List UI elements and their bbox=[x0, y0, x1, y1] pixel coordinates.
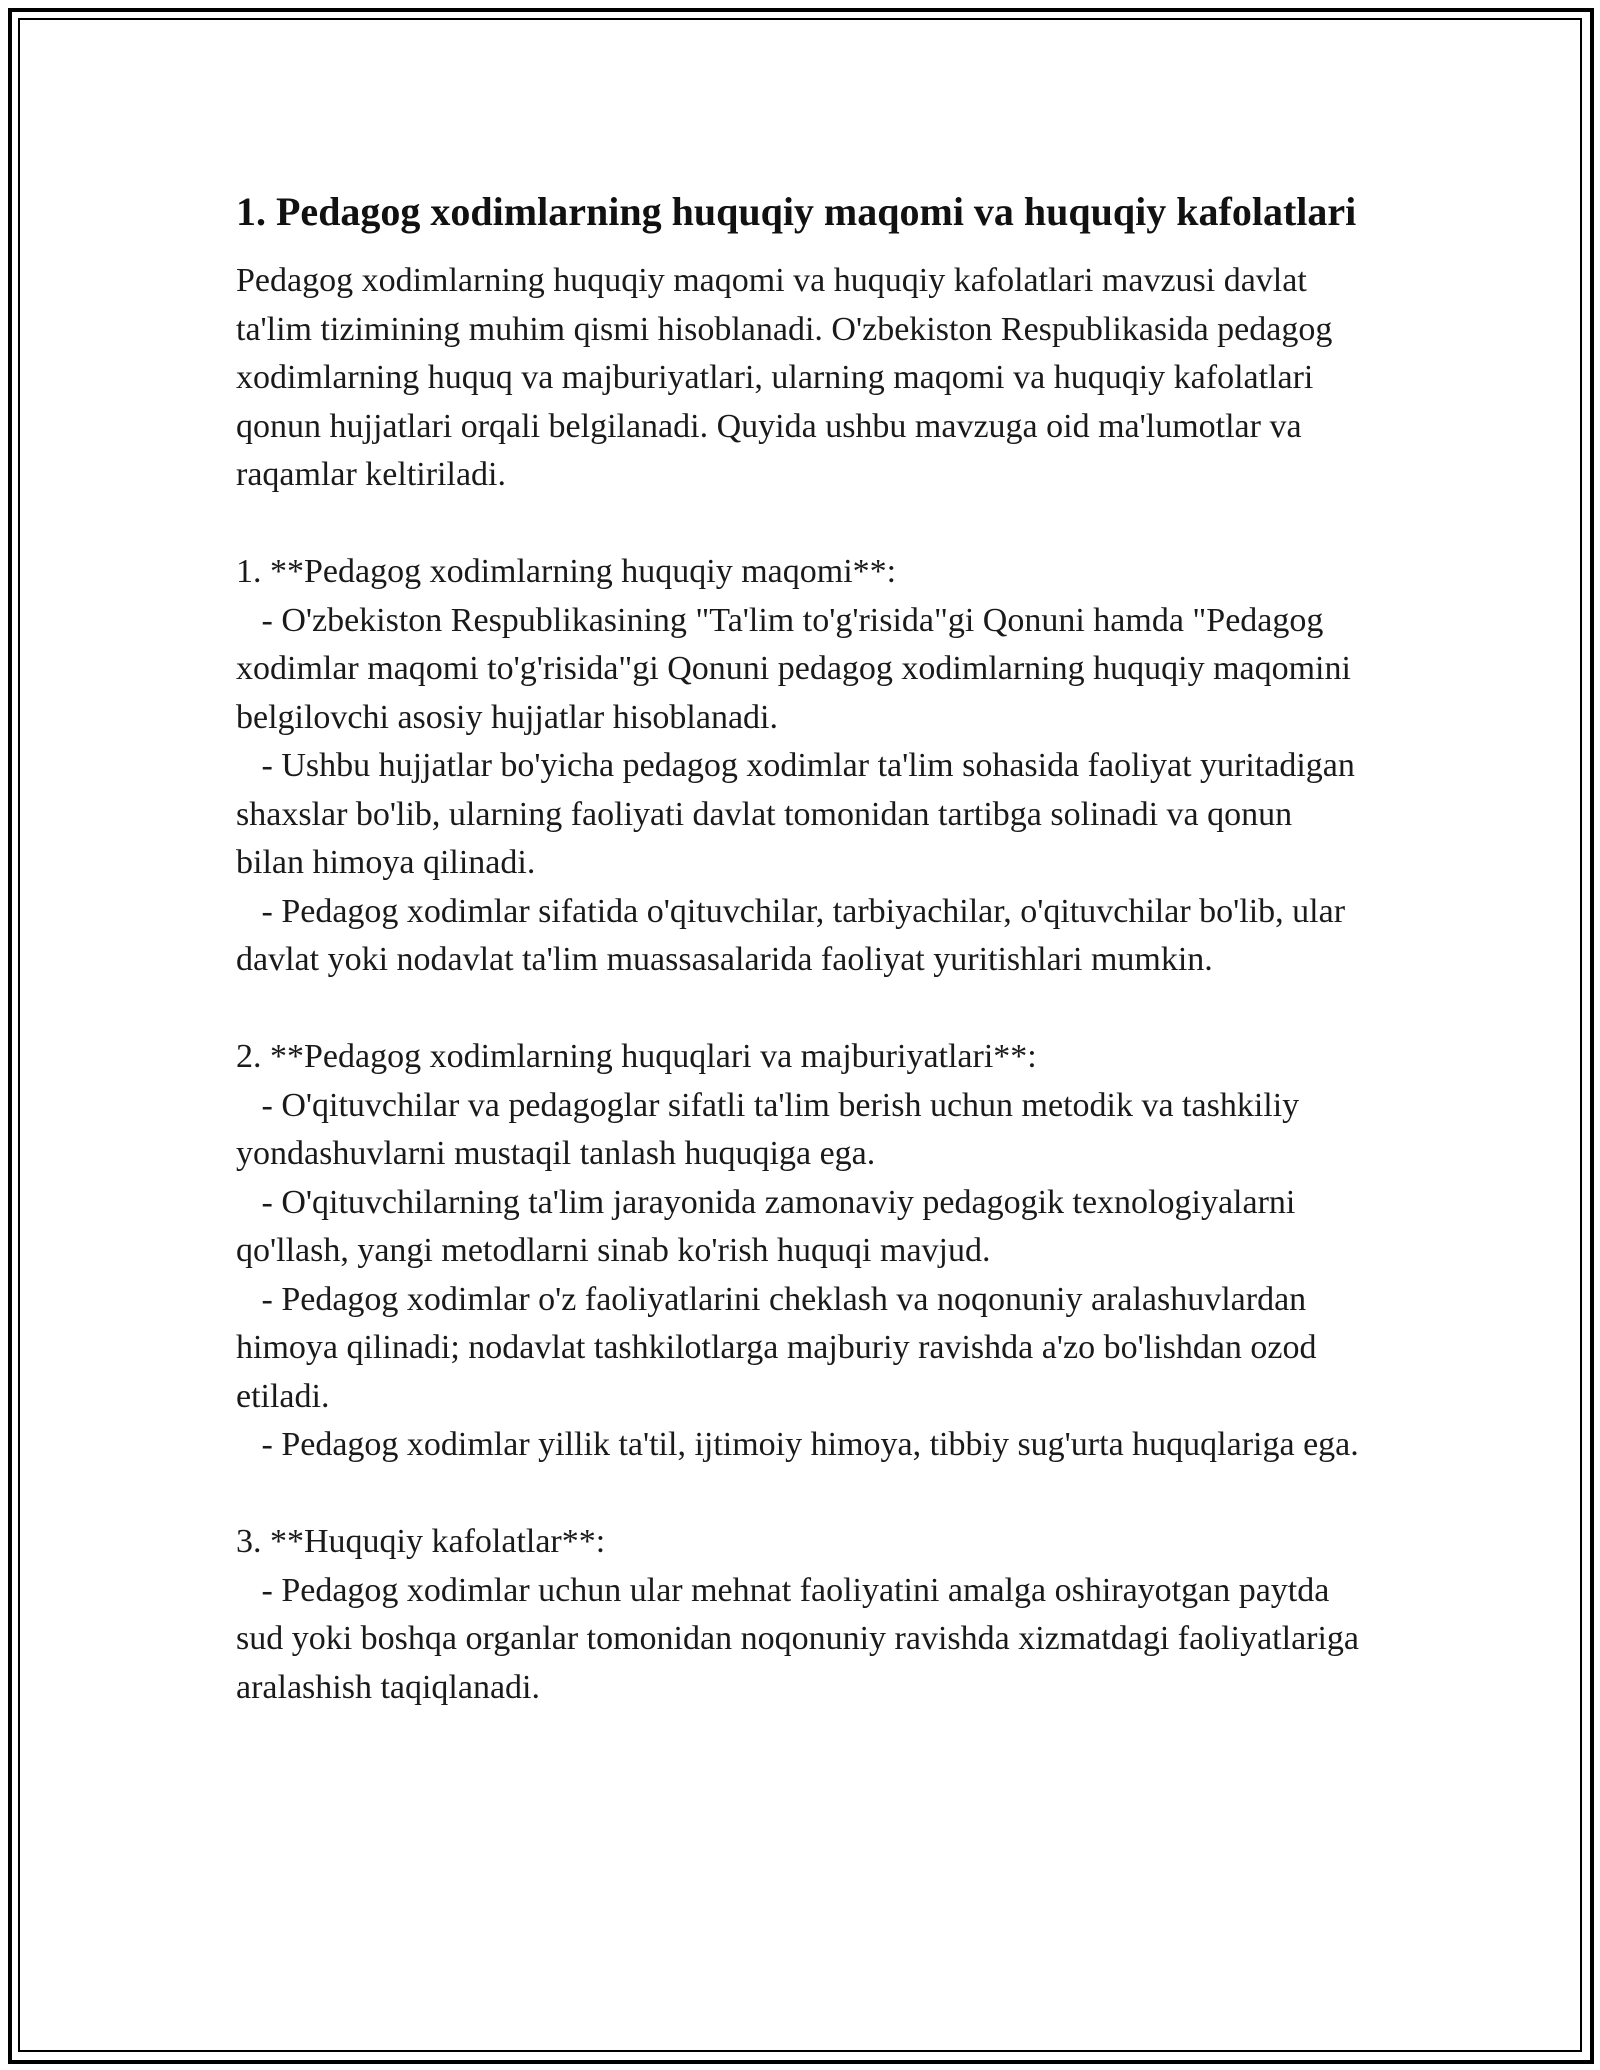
document-title: 1. Pedagog xodimlarning huquqiy maqomi va huquqiy kafolatlari bbox=[236, 189, 1357, 234]
document-content bbox=[236, 185, 1366, 1712]
document-body: Pedagog xodimlarning huquqiy maqomi va huquqiy kafolatlari mavzusi davlat ta'lim tizimining muhim qismi hisoblanadi. O'zbekiston Respublikasida pedagog xodimlarning huquq va majburiyatlari, ularning maqomi va huquqiy kafolatlari qonun hujjatlari orqali belgilanadi. Quyida ushbu mavzuga oid ma'lumotlar va raqamlar keltiriladi. 1. **Pedagog xodimlarning huquqiy maqomi**: - O'zbekiston Respublikasining "Ta'lim to'g'risida"gi Qonuni hamda "Pedagog xodimlar maqomi to'g'risida"gi Qonuni pedagog xodimlarning huquqiy maqomini belgilovchi asosiy hujjatlar hisoblanadi. - Ushbu hujjatlar bo'yicha pedagog xodimlar ta'lim sohasida faoliyat yuritadigan shaxslar bo'lib, ularning faoliyati davlat tomonidan tartibga solinadi va qonun bilan himoya qilinadi. - Pedagog xodimlar sifatida o'qituvchilar, tarbiyachilar, o'qituvchilar bo'lib, ular davlat yoki nodavlat ta'lim muassasalarida faoliyat yuritishlari mumkin. 2. **Pedagog xodimlarning huquqlari va majburiyatlari**: - O'qituvchilar va pedagoglar sifatli ta'lim berish uchun metodik va tashkiliy yondashuvlarni mustaqil tanlash huquqiga ega. - O'qituvchilarning ta'lim jarayonida zamonaviy pedagogik texnologiyalarni qo'llash, yangi metodlarni sinab ko'rish huquqi mavjud. - Pedagog xodimlar o'z faoliyatlarini cheklash va noqonuniy aralashuvlardan himoya qilinadi; nodavlat tashkilotlarga majburiy ravishda a'zo bo'lishdan ozod etiladi. - Pedagog xodimlar yillik ta'til, ijtimoiy himoya, tibbiy sug'urta huquqlariga ega. 3. **Huquqiy kafolatlar**: - Pedagog xodimlar uchun ular mehnat faoliyatini amalga oshirayotgan paytda sud yoki boshqa organlar tomonidan noqonuniy ravishda xizmatdagi faoliyatlariga aralashish taqiqlanadi. bbox=[236, 262, 1360, 1706]
